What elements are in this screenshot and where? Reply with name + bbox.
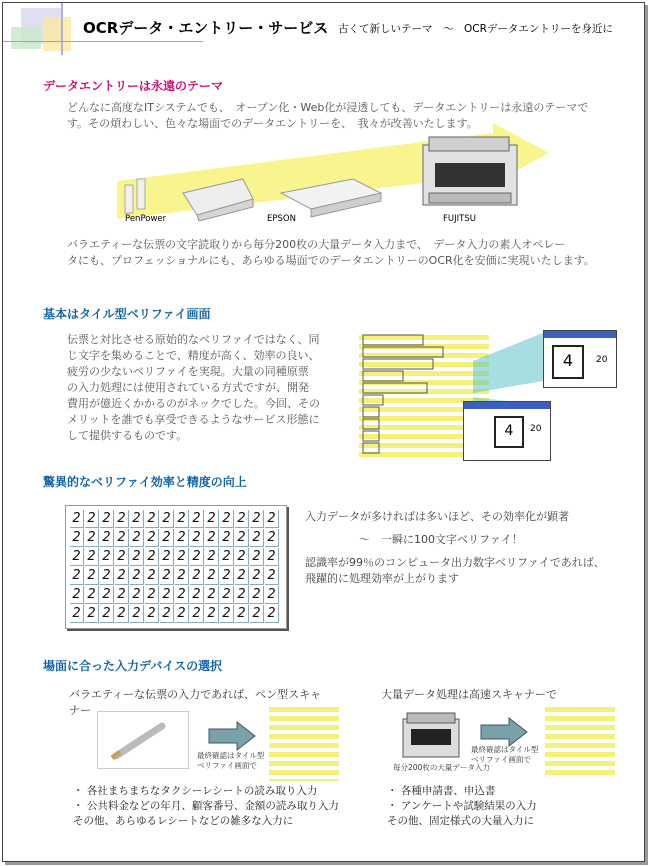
tile-cell: 2: [115, 548, 129, 566]
tile-cell: 2: [100, 586, 114, 604]
subsection-title: 大量データ処理は高速スキャナーで: [381, 688, 557, 701]
tile-form-thumbnail: [269, 703, 339, 781]
tile-cell: 2: [235, 567, 249, 585]
device-caption: FUJITSU: [443, 214, 476, 224]
text-line: ベリファイ画面で: [471, 755, 531, 764]
tile-cell: 2: [130, 510, 144, 528]
char-digit: 4: [562, 351, 574, 370]
tile-cell: 2: [100, 529, 114, 547]
tile-cell: 2: [85, 586, 99, 604]
production-scanner-image: [423, 137, 517, 205]
section-text: [67, 332, 345, 444]
text-line: して提供するものです。: [67, 429, 188, 442]
photo-caption: 毎分200枚の大量データ入力: [393, 763, 490, 772]
header-rule: [3, 41, 203, 42]
tile-cell: 2: [205, 567, 219, 585]
tile-cell: 2: [265, 529, 279, 547]
tile-cell: 2: [160, 548, 174, 566]
tile-cell: 2: [190, 567, 204, 585]
tile-cell: 2: [70, 605, 84, 623]
tile-cell: 2: [220, 510, 234, 528]
tile-cell: 2: [250, 548, 264, 566]
list-item: ・ アンケートや試験結果の入力: [387, 800, 537, 812]
tile-cell: 2: [205, 605, 219, 623]
tile-cell: 2: [235, 605, 249, 623]
tile-cell: 2: [205, 548, 219, 566]
tile-cell: 2: [145, 510, 159, 528]
tile-cell: 2: [115, 510, 129, 528]
tile-cell: 2: [220, 548, 234, 566]
verify-window: [463, 401, 551, 461]
section-text: 入力データが多ければは多いほど、その効率化が顕著: [305, 510, 569, 523]
tile-cell: 2: [205, 586, 219, 604]
tile-verify-screen: [65, 505, 287, 629]
note-text: [471, 745, 538, 765]
tile-cell: 2: [100, 548, 114, 566]
window-titlebar: [544, 331, 616, 338]
tile-cell: 2: [145, 529, 159, 547]
tile-cell: 2: [220, 586, 234, 604]
tile-cell: 2: [85, 529, 99, 547]
verify-window: [543, 330, 617, 388]
bullet-list: [73, 784, 339, 829]
text-line: 最終確認はタイル型: [471, 745, 539, 754]
tile-cell: 2: [100, 567, 114, 585]
tile-cell: 2: [265, 510, 279, 528]
tile-cell: 2: [250, 605, 264, 623]
tile-cell: 2: [100, 510, 114, 528]
page-subtitle: ～ 古くて新しいテーマ ～ OCRデータエントリーを身近に: [317, 23, 613, 35]
tile-cell: 2: [70, 510, 84, 528]
text-line: バラエティーな伝票の入力であれば、ペン型スキャ: [69, 688, 322, 701]
tile-cell: 2: [160, 605, 174, 623]
text-line: ベリファイ画面で: [197, 761, 257, 770]
tile-cell: 2: [130, 548, 144, 566]
tile-cell: 2: [85, 548, 99, 566]
devices-illustration: [113, 123, 553, 223]
tile-cell: 2: [85, 605, 99, 623]
header-rule: [61, 3, 63, 55]
tile-cell: 2: [190, 548, 204, 566]
tile-cell: 2: [130, 605, 144, 623]
section-text: ～ 一瞬に100文字ベリファイ！: [359, 533, 523, 546]
tile-cell: 2: [235, 529, 249, 547]
tile-cell: 2: [70, 567, 84, 585]
tile-cell: 2: [175, 586, 189, 604]
field-value: 20: [596, 355, 608, 365]
list-item: ・ 各種申請書、申込書: [387, 785, 496, 797]
text-line: バラエティーな伝票の文字読取りから毎分200枚の大量データ入力まで、 データ入力の素人オペレー: [67, 238, 566, 251]
tile-cell: 2: [70, 529, 84, 547]
section-heading: 基本はタイル型ベリファイ画面: [43, 307, 211, 321]
tile-cell: 2: [250, 529, 264, 547]
arrow-right-icon: [207, 721, 257, 751]
page-title: OCRデータ・エントリー・サービス: [83, 19, 329, 37]
text-line: の入力処理には使用されている方式ですが、開発: [67, 381, 309, 394]
tile-cell: 2: [145, 605, 159, 623]
tile-cell: 2: [175, 510, 189, 528]
tile-cell: 2: [265, 605, 279, 623]
tile-cell: 2: [205, 529, 219, 547]
header-decoration: [11, 27, 41, 49]
tile-cell: 2: [70, 548, 84, 566]
tile-cell: 2: [115, 605, 129, 623]
char-cell: [494, 416, 524, 448]
tile-cell: 2: [85, 567, 99, 585]
tile-cell: 2: [205, 510, 219, 528]
tile-cell: 2: [190, 529, 204, 547]
tile-form-thumbnail: [545, 703, 615, 779]
tile-cell: 2: [250, 586, 264, 604]
text-line: タにも、プロフェッショナルにも、あらゆる場面でのデータエントリーのOCR化を安価に実現いたします。: [67, 254, 595, 267]
char-digit: 4: [504, 423, 514, 439]
char-cell: [552, 345, 584, 379]
text-line: どんなに高度なITシステムでも、 オープン化・Web化が浸透しても、データエントリーは永遠のテーマで: [67, 101, 589, 114]
section-heading: 驚異的なベリファイ効率と精度の向上: [43, 475, 247, 489]
production-scanner-image: [399, 705, 463, 761]
text-line: 疲労の少ないベリファイを実現。大量の同種原票: [67, 365, 309, 378]
tile-cell: 2: [145, 567, 159, 585]
tile-cell: 2: [130, 586, 144, 604]
tile-cell: 2: [115, 567, 129, 585]
tile-cell: 2: [160, 567, 174, 585]
tile-cell: 2: [115, 586, 129, 604]
tile-cell: 2: [265, 548, 279, 566]
list-item: ・ 公共料金などの年月、顧客番号、金額の読み取り入力: [73, 800, 339, 812]
tile-cell: 2: [250, 510, 264, 528]
window-titlebar: [464, 402, 550, 409]
tile-cell: 2: [160, 586, 174, 604]
text-line: 認識率が99％のコンピュータ出力数字ベリファイであれば、: [305, 556, 605, 569]
tile-cell: 2: [250, 567, 264, 585]
text-line: 費用が億近くかかるのがネックでした。今回、その: [67, 397, 320, 410]
tile-cell: 2: [235, 548, 249, 566]
tile-cell: 2: [160, 529, 174, 547]
tile-cell: 2: [130, 529, 144, 547]
text-line: じ文字を集めることで、精度が高く、効率の良い、: [67, 349, 320, 362]
tile-cell: 2: [265, 586, 279, 604]
tile-cell: 2: [70, 586, 84, 604]
tile-cell: 2: [175, 605, 189, 623]
pen-scanner-image: [98, 712, 188, 768]
tile-cell: 2: [220, 605, 234, 623]
tile-cell: 2: [85, 510, 99, 528]
tile-cell: 2: [175, 548, 189, 566]
device-caption: PenPower: [125, 214, 167, 224]
tile-cell: 2: [175, 567, 189, 585]
tile-cell: 2: [265, 567, 279, 585]
tile-cell: 2: [160, 510, 174, 528]
tile-cell: 2: [175, 529, 189, 547]
note-text: [197, 751, 264, 771]
section-text: [305, 555, 605, 587]
list-item: その他、あらゆるレシートなどの雑多な入力に: [73, 815, 294, 827]
text-line: 飛躍的に処理効率が上がります: [305, 572, 459, 585]
text-line: す。その煩わしい、色々な場面でのデータエントリーを、 我々が改善いたします。: [67, 117, 478, 130]
tile-cell: 2: [220, 529, 234, 547]
pen-scanner-photo: [97, 711, 189, 769]
tile-cell: 2: [145, 548, 159, 566]
tile-cell: 2: [115, 529, 129, 547]
tile-cell: 2: [190, 510, 204, 528]
tile-cell: 2: [235, 586, 249, 604]
tile-cell: 2: [145, 586, 159, 604]
page-frame: [2, 2, 645, 862]
tile-cell: 2: [190, 605, 204, 623]
device-caption: EPSON: [267, 214, 296, 224]
tile-cell: 2: [190, 586, 204, 604]
tile-cell: 2: [100, 605, 114, 623]
text-line: 伝票と対比させる原始的なベリファイではなく、同: [67, 333, 320, 346]
list-item: ・ 各社まちまちなタクシーレシートの読み取り入力: [73, 785, 318, 797]
header-decoration: [43, 17, 71, 51]
text-line: 最終確認はタイル型: [197, 751, 265, 760]
text-line: ナー: [69, 704, 91, 717]
list-item: その他、固定様式の大量入力に: [387, 815, 534, 827]
text-line: メリットを誰でも享受できるようなサービス形態に: [67, 413, 320, 426]
bullet-list: [387, 784, 537, 829]
section-text: [67, 237, 639, 269]
field-value: 20: [530, 424, 542, 434]
arrow-right-icon: [479, 717, 529, 747]
section-heading: データエントリーは永遠のテーマ: [43, 79, 224, 93]
scanner-photo: [399, 705, 463, 761]
tile-cell: 2: [235, 510, 249, 528]
tile-cell: 2: [220, 567, 234, 585]
tile-cell: 2: [130, 567, 144, 585]
section-heading: 場面に合った入力デバイスの選択: [43, 659, 223, 673]
